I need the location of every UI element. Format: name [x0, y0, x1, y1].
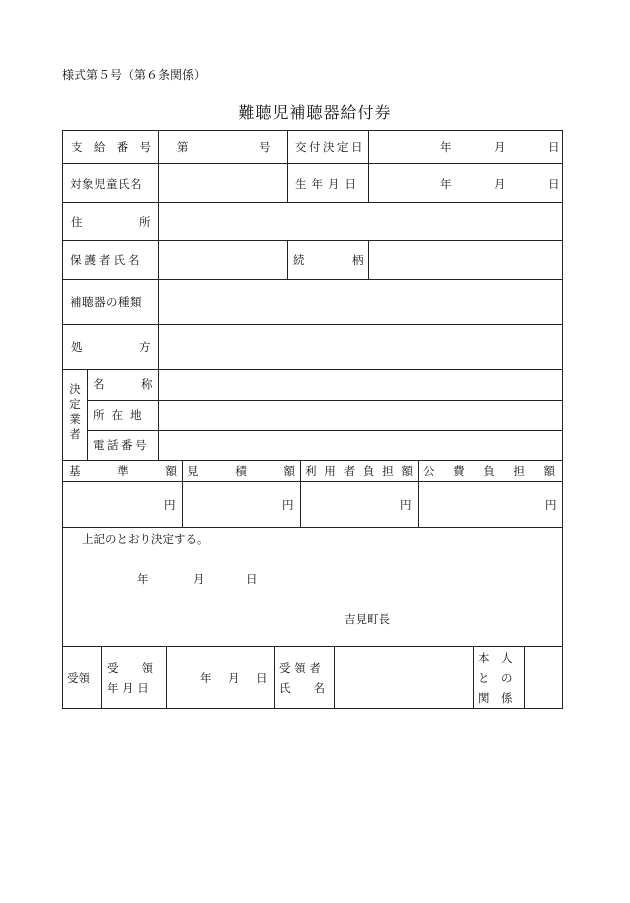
row-divider [63, 527, 563, 528]
receipt-label: 受領 [67, 671, 90, 685]
birth-day-label: 日 [548, 177, 560, 191]
recipient-label-1: 受 領 者 [279, 661, 321, 675]
receipt-day-label: 日 [256, 671, 268, 685]
receipt-month-label: 月 [228, 671, 240, 685]
riyosha-futangaku-field[interactable] [301, 482, 397, 526]
hochoki-shurui-label: 補聴器の種類 [70, 295, 142, 309]
shoho-label-1: 処 [71, 340, 83, 354]
form-number-label: 様式第５号（第６条関係） [62, 68, 207, 82]
kijungaku-yen: 円 [164, 498, 176, 512]
taisho-jido-shimei-label: 対象児童氏名 [70, 177, 142, 191]
column-divider [473, 646, 474, 709]
kijungaku-field[interactable] [64, 482, 162, 526]
jusho-field[interactable] [159, 203, 562, 239]
mitsumorigaku-header: 見 積 額 [187, 464, 295, 478]
column-divider [274, 646, 275, 709]
column-divider [287, 240, 288, 279]
relation-field[interactable] [525, 647, 562, 708]
kettei-gyosha-text: 決定業者 [69, 382, 81, 441]
column-divider [287, 131, 288, 202]
kofu-kettei-bi-label: 交付決定日 [295, 140, 365, 154]
column-divider [101, 646, 102, 709]
shoho-label-2: 方 [139, 340, 151, 354]
issue-month-label: 月 [494, 140, 506, 154]
zokugara-field[interactable] [369, 241, 562, 278]
recipient-label-2: 氏 名 [279, 681, 325, 695]
voucher-form-table [62, 130, 563, 709]
kohi-futangaku-yen: 円 [545, 498, 557, 512]
shozaichi-field[interactable] [159, 401, 562, 429]
seinengappi-label: 生年月日 [295, 177, 361, 191]
denwa-bango-label: 電話番号 [93, 438, 149, 452]
seinengappi-field[interactable] [369, 164, 562, 201]
kijungaku-header: 基 準 額 [69, 464, 177, 478]
denwa-bango-field[interactable] [159, 431, 562, 459]
decision-year-label: 年 [137, 572, 149, 586]
mitsumorigaku-yen: 円 [282, 498, 294, 512]
zokugara-label-2: 柄 [352, 253, 364, 267]
kettei-gyosha-label [68, 382, 82, 442]
zokugara-label-1: 続 [293, 253, 305, 267]
meisho-label-2: 称 [141, 377, 153, 391]
decision-day-label: 日 [246, 572, 258, 586]
relation-label-3: 関 係 [478, 691, 513, 705]
riyosha-futangaku-yen: 円 [400, 498, 412, 512]
meisho-field[interactable] [159, 370, 562, 399]
kofu-kettei-bi-field[interactable] [369, 132, 562, 162]
column-divider [166, 646, 167, 709]
row-divider [63, 646, 563, 647]
birth-month-label: 月 [494, 177, 506, 191]
column-divider [87, 369, 88, 460]
row-divider [63, 460, 563, 461]
shoho-field[interactable] [159, 325, 562, 368]
document-title: 難聴児補聴器給付券 [238, 103, 392, 122]
decision-month-label: 月 [193, 572, 205, 586]
dai-label: 第 [177, 140, 189, 154]
hogosha-shimei-field[interactable] [159, 241, 286, 278]
hochoki-shurui-field[interactable] [159, 280, 562, 323]
shikyu-bango-label: 支 給 番 号 [71, 140, 151, 154]
go-label: 号 [259, 140, 271, 154]
relation-label-2: と の [478, 671, 513, 685]
jusho-label-2: 所 [139, 215, 151, 229]
hogosha-shimei-label: 保護者氏名 [70, 253, 143, 267]
jusho-label-1: 住 [71, 215, 83, 229]
mitsumorigaku-field[interactable] [183, 482, 279, 526]
riyosha-futangaku-header: 利 用 者 負 担 額 [305, 464, 413, 478]
meisho-label-1: 名 [93, 377, 105, 391]
taisho-jido-shimei-field[interactable] [159, 164, 286, 201]
relation-label-1: 本 人 [478, 651, 513, 665]
decision-statement: 上記のとおり決定する。 [82, 532, 209, 546]
recipient-name-field[interactable] [335, 647, 472, 708]
receipt-date-label-2: 年 月 日 [107, 681, 149, 695]
shikyu-bango-field[interactable] [159, 132, 286, 162]
receipt-year-label: 年 [200, 671, 212, 685]
receipt-date-label-1: 受 領 [107, 661, 153, 675]
issue-year-label: 年 [440, 140, 452, 154]
birth-year-label: 年 [440, 177, 452, 191]
kohi-futangaku-field[interactable] [419, 482, 543, 526]
shozaichi-label: 所在地 [93, 408, 149, 422]
kohi-futangaku-header: 公 費 負 担 額 [423, 464, 555, 478]
signatory-label: 吉見町長 [344, 612, 390, 626]
issue-day-label: 日 [548, 140, 560, 154]
